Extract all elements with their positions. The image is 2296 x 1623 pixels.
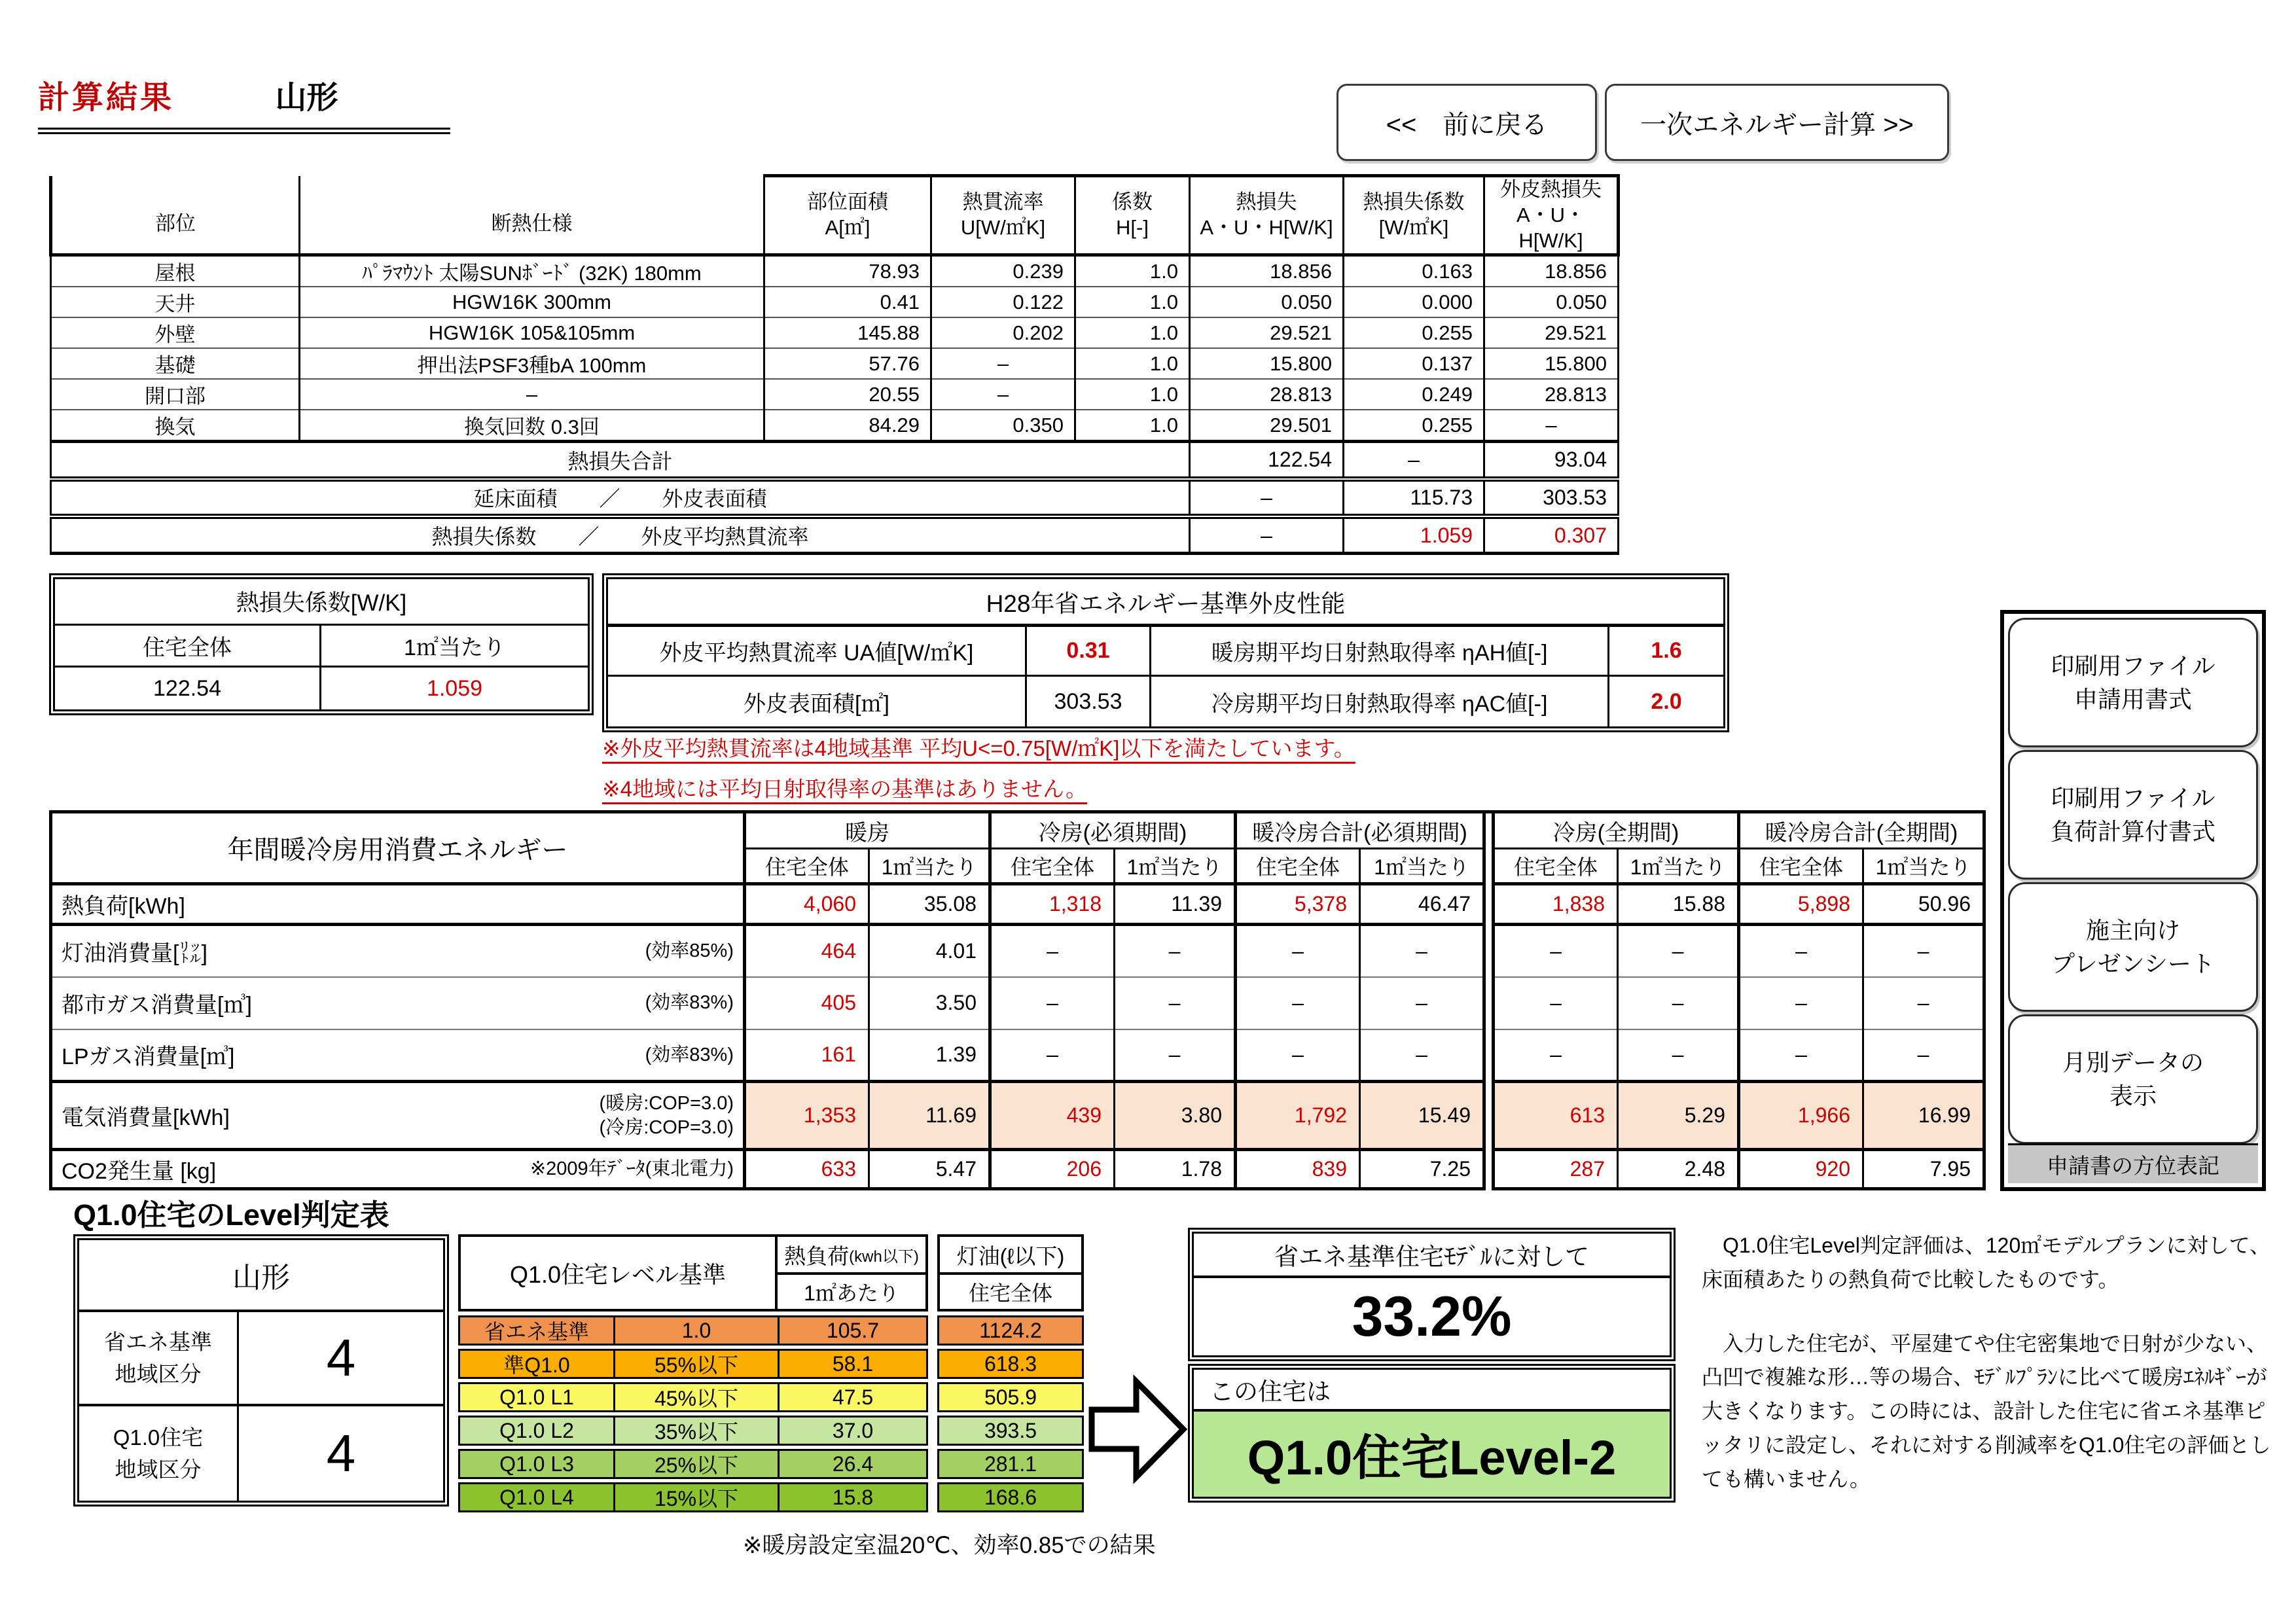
level-row	[458, 1416, 1084, 1446]
level-kerosene: 281.1	[937, 1449, 1084, 1479]
h28-title: H28年省エネルギー基準外皮性能	[608, 579, 1723, 627]
value-cell: 7.95	[1863, 1150, 1984, 1189]
total-coef: –	[1344, 442, 1484, 479]
level-kerosene: 1124.2	[937, 1315, 1084, 1346]
u-cell: 0.350	[931, 410, 1075, 442]
eta-ah-label: 暖房期平均日射熱取得率 ηAH値[-]	[1151, 627, 1609, 677]
hlc-col-whole: 住宅全体	[55, 626, 321, 668]
spec-cell: HGW16K 105&105mm	[300, 317, 764, 348]
eta-ac-value: 2.0	[1651, 688, 1682, 714]
h-cell: 1.0	[1075, 255, 1190, 287]
col-loss-coef: 熱損失係数 [W/㎡K]	[1344, 176, 1484, 255]
heat-loss-coefficient-box	[49, 573, 594, 715]
env-cell: 0.050	[1484, 287, 1619, 317]
coef-cell: 0.255	[1344, 317, 1484, 348]
explanation-paragraph-1: Q1.0住宅Level判定評価は、120㎡モデルプランに対して、床面積あたりの熱負荷で比較したものです。	[1702, 1234, 2271, 1291]
table-row	[51, 410, 1619, 442]
sub-whole: 住宅全体	[1739, 849, 1863, 884]
env-cell: –	[1484, 410, 1619, 442]
col-part: 部位	[51, 176, 300, 255]
value-cell: –	[1494, 925, 1618, 977]
page-title: 計算結果	[38, 80, 175, 115]
group-total-all: 暖冷房合計(全期間)	[1739, 812, 1984, 849]
level-kerosene: 618.3	[937, 1349, 1084, 1379]
value-cell: –	[1494, 977, 1618, 1029]
u-cell: 0.122	[931, 287, 1075, 317]
area-cell: 84.29	[764, 410, 931, 442]
level-criteria-table	[458, 1234, 1086, 1522]
value-cell: –	[1360, 1029, 1484, 1082]
area-cell: 57.76	[764, 348, 931, 379]
table-row	[51, 255, 1619, 287]
hlc-total-value: 122.54	[55, 668, 321, 709]
hlc-per-m2-value: 1.059	[426, 675, 483, 701]
total-row	[51, 442, 1619, 479]
value-cell: 5,898	[1739, 884, 1863, 925]
hlc-col-per-m2: 1㎡当たり	[321, 626, 588, 668]
energy-standard-zone-label: 省エネ基準 地域区分	[79, 1312, 239, 1404]
level-name: 省エネ基準	[458, 1315, 615, 1346]
row-label: LPガス消費量[㎥]	[62, 1044, 235, 1070]
side-button-panel	[2000, 610, 2266, 1191]
level-row	[458, 1349, 1084, 1379]
loss-cell: 15.800	[1190, 348, 1344, 379]
energy-table-title: 年間暖冷房用消費エネルギー	[51, 812, 745, 884]
table-row	[51, 379, 1619, 410]
value-cell: –	[1115, 925, 1236, 977]
value-cell: –	[990, 1029, 1115, 1082]
env-cell: 15.800	[1484, 348, 1619, 379]
back-button[interactable]: << 前に戻る	[1336, 84, 1597, 161]
h-cell: 1.0	[1075, 287, 1190, 317]
efficiency-note: (効率85%)	[645, 940, 734, 962]
envelope-area-value: 303.53	[1027, 677, 1151, 726]
col-heat-loss: 熱損失 A・U・H[W/K]	[1190, 176, 1344, 255]
print-application-form-button[interactable]: 印刷用ファイル 申請用書式	[2008, 618, 2258, 747]
total-coef: 115.73	[1344, 479, 1484, 516]
q1-zone-value: 4	[326, 1424, 356, 1482]
level-row	[458, 1482, 1084, 1512]
level-load: 37.0	[778, 1416, 928, 1446]
value-cell: 1.78	[1115, 1150, 1236, 1189]
total-label: 延床面積 ／ 外皮表面積	[51, 479, 1190, 516]
value-cell: 1,792	[1236, 1082, 1360, 1150]
coef-cell: 0.137	[1344, 348, 1484, 379]
value-cell: –	[1618, 1029, 1739, 1082]
cop-note: (暖房:COP=3.0) (冷房:COP=3.0)	[599, 1093, 734, 1138]
sub-whole: 住宅全体	[745, 849, 869, 884]
sub-whole: 住宅全体	[1494, 849, 1618, 884]
loss-cell: 29.521	[1190, 317, 1344, 348]
value-cell: 3.50	[869, 977, 990, 1029]
coef-cell: 0.000	[1344, 287, 1484, 317]
value-cell: 161	[745, 1029, 869, 1082]
efficiency-note: (効率83%)	[645, 992, 734, 1014]
table-gap	[1484, 812, 1494, 1189]
part-cell: 基礎	[51, 348, 300, 379]
level-load: 105.7	[778, 1315, 928, 1346]
value-cell: –	[1739, 925, 1863, 977]
col-envelope-loss: 外皮熱損失 A・U・H[W/K]	[1484, 176, 1619, 255]
sub-per-m2: 1㎡当たり	[1360, 849, 1484, 884]
level-name: Q1.0 L4	[458, 1482, 615, 1512]
loss-cell: 0.050	[1190, 287, 1344, 317]
q1-zone-label: Q1.0住宅 地域区分	[79, 1406, 239, 1501]
value-cell: –	[1863, 1029, 1984, 1082]
value-cell: –	[1115, 977, 1236, 1029]
h-cell: 1.0	[1075, 379, 1190, 410]
vs-standard-header: 省エネ基準住宅ﾓﾃﾞﾙに対して	[1194, 1234, 1670, 1278]
value-cell: 839	[1236, 1150, 1360, 1189]
level-pct: 35%以下	[613, 1416, 780, 1446]
vs-standard-box	[1188, 1228, 1676, 1361]
row-label: 都市ガス消費量[㎥]	[62, 993, 252, 1018]
arrow-right-icon	[1086, 1370, 1188, 1491]
region-name: 山形	[275, 80, 338, 115]
value-cell: –	[1739, 1029, 1863, 1082]
level-name: Q1.0 L3	[458, 1449, 615, 1479]
coef-cell: 0.249	[1344, 379, 1484, 410]
data-source-note: ※2009年ﾃﾞｰﾀ(東北電力)	[529, 1158, 734, 1180]
value-cell: 5.47	[869, 1150, 990, 1189]
value-cell: 4,060	[745, 884, 869, 925]
value-cell: 5,378	[1236, 884, 1360, 925]
loss-cell: 18.856	[1190, 255, 1344, 287]
value-cell: 2.48	[1618, 1150, 1739, 1189]
note-ua-criteria: ※外皮平均熱貫流率は4地域基準 平均U<=0.75[W/㎡K]以下を満たしています。	[602, 736, 1355, 760]
heat-load-subheader: 1㎡あたり	[775, 1272, 928, 1311]
row-lp-gas	[51, 1029, 1984, 1082]
part-cell: 屋根	[51, 255, 300, 287]
eta-ac-label: 冷房期平均日射熱取得率 ηAC値[-]	[1151, 677, 1609, 726]
house-level-value: Q1.0住宅Level-2	[1194, 1412, 1670, 1497]
total-env: 93.04	[1484, 442, 1619, 479]
level-name: Q1.0 L1	[458, 1382, 615, 1412]
env-cell: 18.856	[1484, 255, 1619, 287]
area-cell: 145.88	[764, 317, 931, 348]
total-env: 303.53	[1484, 479, 1619, 516]
level-pct: 25%以下	[613, 1449, 780, 1479]
loss-cell: 29.501	[1190, 410, 1344, 442]
sub-per-m2: 1㎡当たり	[1115, 849, 1236, 884]
value-cell: 920	[1739, 1150, 1863, 1189]
value-cell: 613	[1494, 1082, 1618, 1150]
h-cell: 1.0	[1075, 348, 1190, 379]
value-cell: 1,838	[1494, 884, 1618, 925]
level-load: 47.5	[778, 1382, 928, 1412]
house-level-header: この住宅は	[1194, 1370, 1670, 1412]
value-cell: 633	[745, 1150, 869, 1189]
value-cell: 11.69	[869, 1082, 990, 1150]
value-cell: 7.25	[1360, 1150, 1484, 1189]
value-cell: –	[990, 925, 1115, 977]
hlc-title: 熱損失係数[W/K]	[55, 579, 588, 626]
col-spec: 断熱仕様	[300, 176, 764, 255]
row-city-gas	[51, 977, 1984, 1029]
value-cell: 405	[745, 977, 869, 1029]
owner-presentation-sheet-button[interactable]: 施主向け プレゼンシート	[2008, 882, 2258, 1012]
area-cell: 20.55	[764, 379, 931, 410]
region-cell: 山形	[79, 1240, 443, 1312]
row-label: 灯油消費量[㍑]	[62, 940, 207, 966]
u-cell: 0.239	[931, 255, 1075, 287]
level-name: 準Q1.0	[458, 1349, 615, 1379]
env-cell: 29.521	[1484, 317, 1619, 348]
loss-cell: 28.813	[1190, 379, 1344, 410]
note-solar-gain: ※4地域には平均日射取得率の基準はありません。	[602, 777, 1087, 801]
row-label: 電気消費量[kWh]	[62, 1105, 230, 1130]
level-pct: 1.0	[613, 1315, 780, 1346]
total-row	[51, 479, 1619, 516]
coef-cell: 0.255	[1344, 410, 1484, 442]
kerosene-header: 灯油(ℓ以下)	[937, 1234, 1084, 1275]
value-cell: –	[1236, 1029, 1360, 1082]
level-load: 26.4	[778, 1449, 928, 1479]
part-cell: 換気	[51, 410, 300, 442]
value-cell: 1.39	[869, 1029, 990, 1082]
total-coef: 1.059	[1344, 516, 1484, 554]
ua-value: 0.31	[1027, 627, 1151, 677]
value-cell: 1,353	[745, 1082, 869, 1150]
monthly-data-button[interactable]: 月別データの 表示	[2008, 1014, 2258, 1144]
value-cell: –	[1863, 977, 1984, 1029]
spec-cell: 換気回数 0.3回	[300, 410, 764, 442]
row-label: CO2発生量 [kg]	[62, 1159, 217, 1184]
total-row	[51, 516, 1619, 554]
group-cooling-all: 冷房(全期間)	[1494, 812, 1739, 849]
parts-heat-loss-table	[49, 174, 1620, 555]
value-cell: –	[1115, 1029, 1236, 1082]
value-cell: 464	[745, 925, 869, 977]
row-label: 熱負荷[kWh]	[62, 894, 185, 919]
col-area: 部位面積 A[㎡]	[764, 176, 931, 255]
value-cell: –	[1494, 1029, 1618, 1082]
page-header	[38, 72, 450, 134]
total-loss: –	[1190, 479, 1344, 516]
part-cell: 天井	[51, 287, 300, 317]
sub-per-m2: 1㎡当たり	[869, 849, 990, 884]
value-cell: 15.88	[1618, 884, 1739, 925]
value-cell: 1,966	[1739, 1082, 1863, 1150]
h28-envelope-box	[602, 573, 1729, 732]
level-kerosene: 168.6	[937, 1482, 1084, 1512]
spec-cell: HGW16K 300mm	[300, 287, 764, 317]
efficiency-note: (効率83%)	[645, 1044, 734, 1065]
value-cell: 4.01	[869, 925, 990, 977]
sub-whole: 住宅全体	[990, 849, 1115, 884]
value-cell: 3.80	[1115, 1082, 1236, 1150]
total-loss: 122.54	[1190, 442, 1344, 479]
table-row	[51, 287, 1619, 317]
spec-cell: 押出法PSF3種bA 100mm	[300, 348, 764, 379]
level-pct: 15%以下	[613, 1482, 780, 1512]
value-cell: 46.47	[1360, 884, 1484, 925]
value-cell: 16.99	[1863, 1082, 1984, 1150]
kerosene-subheader: 住宅全体	[937, 1272, 1084, 1311]
value-cell: –	[1360, 977, 1484, 1029]
part-cell: 開口部	[51, 379, 300, 410]
level-kerosene: 505.9	[937, 1382, 1084, 1412]
value-cell: –	[1236, 977, 1360, 1029]
level-table-heading: Q1.0住宅のLevel判定表	[73, 1191, 389, 1243]
value-cell: –	[990, 977, 1115, 1029]
explanation-paragraph-2: 入力した住宅が、平屋建てや住宅密集地で日射が少ない、凸凹で複雑な形…等の場合、ﾓﾃﾞﾙﾌﾟﾗﾝに比べて暖房ｴﾈﾙｷﾞｰが大きくなります。この時には、設計した住宅に省エネ基準ピッタリに設定し、それに対する削減率をQ1.0住宅の評価としても構いません。	[1702, 1331, 2271, 1491]
row-electricity	[51, 1082, 1984, 1150]
sub-per-m2: 1㎡当たり	[1618, 849, 1739, 884]
energy-header-groups	[51, 812, 1984, 849]
value-cell: 11.39	[1115, 884, 1236, 925]
house-level-box	[1188, 1364, 1676, 1503]
coef-cell: 0.163	[1344, 255, 1484, 287]
h-cell: 1.0	[1075, 317, 1190, 348]
level-load: 58.1	[778, 1349, 928, 1379]
print-load-calc-form-button[interactable]: 印刷用ファイル 負荷計算付書式	[2008, 750, 2258, 880]
u-cell: –	[931, 379, 1075, 410]
spec-cell: ﾊﾟﾗﾏｳﾝﾄ 太陽SUNﾎﾞｰﾄﾞ (32K) 180mm	[300, 255, 764, 287]
level-pct: 55%以下	[613, 1349, 780, 1379]
row-heat-load	[51, 884, 1984, 925]
part-cell: 外壁	[51, 317, 300, 348]
total-env: 0.307	[1484, 516, 1619, 554]
eta-ah-value: 1.6	[1609, 627, 1723, 677]
group-total-required: 暖冷房合計(必須期間)	[1236, 812, 1484, 849]
parts-table-header	[51, 176, 1619, 255]
total-label: 熱損失合計	[51, 442, 1190, 479]
level-load: 15.8	[778, 1482, 928, 1512]
value-cell: 206	[990, 1150, 1115, 1189]
value-cell: –	[1236, 925, 1360, 977]
level-row	[458, 1449, 1084, 1479]
u-cell: 0.202	[931, 317, 1075, 348]
level-kerosene: 393.5	[937, 1416, 1084, 1446]
value-cell: 35.08	[869, 884, 990, 925]
orientation-notation-button[interactable]: 申請書の方位表記	[2008, 1143, 2258, 1183]
explanation-text	[1702, 1229, 2284, 1527]
sub-per-m2: 1㎡当たり	[1863, 849, 1984, 884]
col-u-value: 熱貫流率 U[W/㎡K]	[931, 176, 1075, 255]
table-row	[51, 317, 1619, 348]
group-heating: 暖房	[745, 812, 990, 849]
heat-load-header: 熱負荷 (kwh以下)	[775, 1234, 928, 1275]
col-h-factor: 係数 H[-]	[1075, 176, 1190, 255]
level-table-note: ※暖房設定室温20℃、効率0.85での結果	[743, 1533, 1156, 1558]
total-label: 熱損失係数 ／ 外皮平均熱貫流率	[51, 516, 1190, 554]
env-cell: 28.813	[1484, 379, 1619, 410]
level-row	[458, 1315, 1084, 1346]
level-pct: 45%以下	[613, 1382, 780, 1412]
annual-energy-table	[49, 810, 1986, 1190]
value-cell: –	[1360, 925, 1484, 977]
value-cell: 439	[990, 1082, 1115, 1150]
table-row	[51, 348, 1619, 379]
value-cell: 50.96	[1863, 884, 1984, 925]
sub-whole: 住宅全体	[1236, 849, 1360, 884]
row-kerosene	[51, 925, 1984, 977]
value-cell: 15.49	[1360, 1082, 1484, 1150]
value-cell: –	[1863, 925, 1984, 977]
vs-standard-value: 33.2%	[1352, 1285, 1512, 1348]
value-cell: 1,318	[990, 884, 1115, 925]
level-row	[458, 1382, 1084, 1412]
row-co2	[51, 1150, 1984, 1189]
value-cell: 287	[1494, 1150, 1618, 1189]
value-cell: –	[1739, 977, 1863, 1029]
h-cell: 1.0	[1075, 410, 1190, 442]
ua-label: 外皮平均熱貫流率 UA値[W/㎡K]	[608, 627, 1027, 677]
area-cell: 78.93	[764, 255, 931, 287]
group-cooling-required: 冷房(必須期間)	[990, 812, 1236, 849]
envelope-area-label: 外皮表面積[㎡]	[608, 677, 1027, 726]
primary-energy-button[interactable]: 一次エネルギー計算 >>	[1605, 84, 1949, 161]
area-cell: 0.41	[764, 287, 931, 317]
value-cell: –	[1618, 977, 1739, 1029]
total-loss: –	[1190, 516, 1344, 554]
value-cell: 5.29	[1618, 1082, 1739, 1150]
value-cell: –	[1618, 925, 1739, 977]
criteria-header: Q1.0住宅レベル基準	[458, 1234, 778, 1311]
u-cell: –	[931, 348, 1075, 379]
energy-standard-zone-value: 4	[326, 1329, 356, 1387]
level-name: Q1.0 L2	[458, 1416, 615, 1446]
spec-cell: –	[300, 379, 764, 410]
region-zone-table	[73, 1234, 449, 1507]
